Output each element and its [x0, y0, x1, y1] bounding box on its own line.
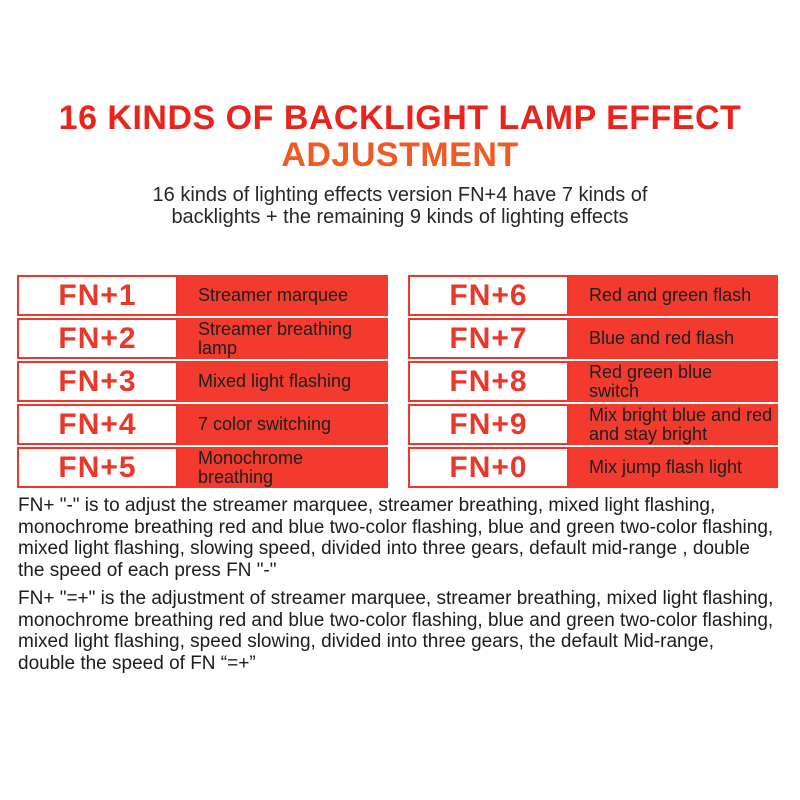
table-row-fn8 [408, 361, 778, 402]
paragraph-line: mixed light flashing, slowing speed, divided into three gears, default mid-range , double [18, 538, 750, 559]
fn-key-cell: FN+7 [408, 318, 569, 359]
effect-label-line: Mix jump flash light [589, 457, 743, 477]
title-line-2: ADJUSTMENT [281, 136, 519, 174]
table-row-fn1 [17, 275, 388, 316]
effect-label-line: Streamer marquee [198, 285, 349, 305]
effect-label-cell [569, 361, 778, 402]
effects-table-right [408, 275, 778, 490]
effect-label-line: Mixed light flashing [198, 371, 352, 391]
fn-key-cell: FN+9 [408, 404, 569, 445]
effect-label-line: Red and green flash [589, 285, 752, 305]
paragraph-line: FN+ "-" is to adjust the streamer marquee, streamer breathing, mixed light flashing, [18, 495, 716, 516]
page-title [0, 100, 800, 174]
table-row-fn7 [408, 318, 778, 359]
fn-key-cell: FN+1 [17, 275, 178, 316]
effect-label-line: switch [589, 380, 640, 401]
fn-key-cell: FN+4 [17, 404, 178, 445]
fn-key-cell: FN+3 [17, 361, 178, 402]
fn-key-cell: FN+6 [408, 275, 569, 316]
effect-label-cell [569, 275, 778, 316]
fn-key-cell: FN+2 [17, 318, 178, 359]
table-row-fn2 [17, 318, 388, 359]
effect-label-line: Mix bright blue and red [589, 404, 773, 425]
effect-label-line: Streamer breathing [198, 318, 353, 339]
table-row-fn0 [408, 447, 778, 488]
fn-key-cell: FN+8 [408, 361, 569, 402]
effect-label-line: lamp [198, 337, 238, 358]
effect-label-line: Monochrome [198, 447, 304, 468]
table-row-fn6 [408, 275, 778, 316]
effect-label-cell [569, 404, 778, 445]
effect-label-cell [178, 447, 388, 488]
table-row-fn9 [408, 404, 778, 445]
paragraph-line: monochrome breathing red and blue two-color flashing, blue and green two-color flashing, [18, 516, 774, 538]
effect-label-cell [178, 318, 388, 359]
fn-equals-paragraph [18, 588, 796, 674]
subtitle [0, 184, 800, 228]
effect-label-cell [178, 361, 388, 402]
effect-label-cell [178, 404, 388, 445]
paragraph-line: mixed light flashing, speed slowing, divided into three gears, the default Mid-range, [18, 631, 715, 652]
effects-table-left [17, 275, 388, 490]
effect-label-cell [569, 447, 778, 488]
paragraph-line: FN+ "=+" is the adjustment of streamer marquee, streamer breathing, mixed light flashing, [18, 588, 774, 609]
effect-label-line: Red green blue [589, 361, 713, 382]
fn-key-cell: FN+0 [408, 447, 569, 488]
effect-label-line: 7 color switching [198, 414, 332, 434]
fn-minus-paragraph [18, 495, 796, 581]
paragraph-line: the speed of each press FN "-" [18, 559, 277, 581]
table-row-fn5 [17, 447, 388, 488]
paragraph-line: double the speed of FN “=+” [18, 652, 256, 674]
effect-label-line: and stay bright [589, 423, 708, 444]
subtitle-line-2: backlights + the remaining 9 kinds of lighting effects [171, 206, 629, 228]
effect-label-line: Blue and red flash [589, 328, 735, 348]
table-row-fn4 [17, 404, 388, 445]
title-line-1: 16 KINDS OF BACKLIGHT LAMP EFFECT [58, 99, 742, 137]
table-row-fn3 [17, 361, 388, 402]
paragraph-line: monochrome breathing red and blue two-color flashing, blue and green two-color flashing, [18, 609, 774, 631]
subtitle-line-1: 16 kinds of lighting effects version FN+4 have 7 kinds of [152, 184, 648, 206]
effect-label-cell [569, 318, 778, 359]
effect-label-cell [178, 275, 388, 316]
fn-key-cell: FN+5 [17, 447, 178, 488]
effect-label-line: breathing [198, 466, 274, 487]
